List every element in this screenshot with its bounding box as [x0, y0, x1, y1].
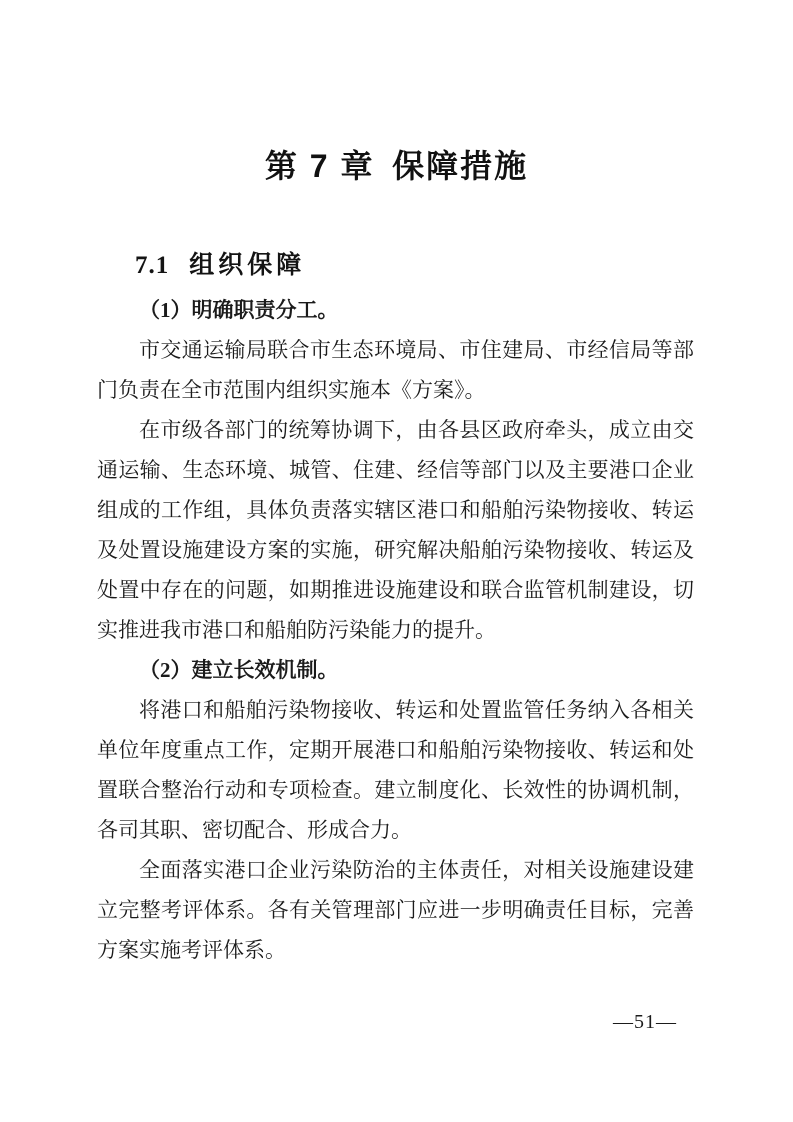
section-number: 7.1	[135, 252, 170, 279]
page-number: —51—	[613, 1011, 677, 1033]
chapter-title	[0, 144, 793, 188]
paragraph: 全面落实港口企业污染防治的主体责任，对相关设施建设建立完整考评体系。各有关管理部门应进一步明确责任目标，完善方案实施考评体系。	[97, 858, 694, 962]
paragraph: 将港口和船舶污染物接收、转运和处置监管任务纳入各相关单位年度重点工作，定期开展港口和船舶污染物接收、转运和处置联合整治行动和专项检查。建立制度化、长效性的协调机制，各司其职、密切配合、形成合力。	[97, 698, 694, 842]
chapter-label: 第 7 章	[264, 148, 375, 184]
paragraph-subitem: （2）建立长效机制。	[139, 658, 339, 682]
section-heading	[135, 248, 305, 283]
paragraph-subitem: （1）明确职责分工。	[139, 298, 339, 322]
paragraph: 在市级各部门的统筹协调下，由各县区政府牵头，成立由交通运输、生态环境、城管、住建、经信等部门以及主要港口企业组成的工作组，具体负责落实辖区港口和船舶污染物接收、转运及处置设施建设方案的实施，研究解决船舶污染物接收、转运及处置中存在的问题，如期推进设施建设和联合监管机制建设，切实推进我市港口和船舶防污染能力的提升。	[97, 418, 694, 642]
chapter-name: 保障措施	[392, 148, 529, 184]
body-text	[97, 290, 694, 970]
section-title: 组织保障	[189, 251, 306, 279]
paragraph: 市交通运输局联合市生态环境局、市住建局、市经信局等部门负责在全市范围内组织实施本《方案》。	[97, 338, 694, 402]
